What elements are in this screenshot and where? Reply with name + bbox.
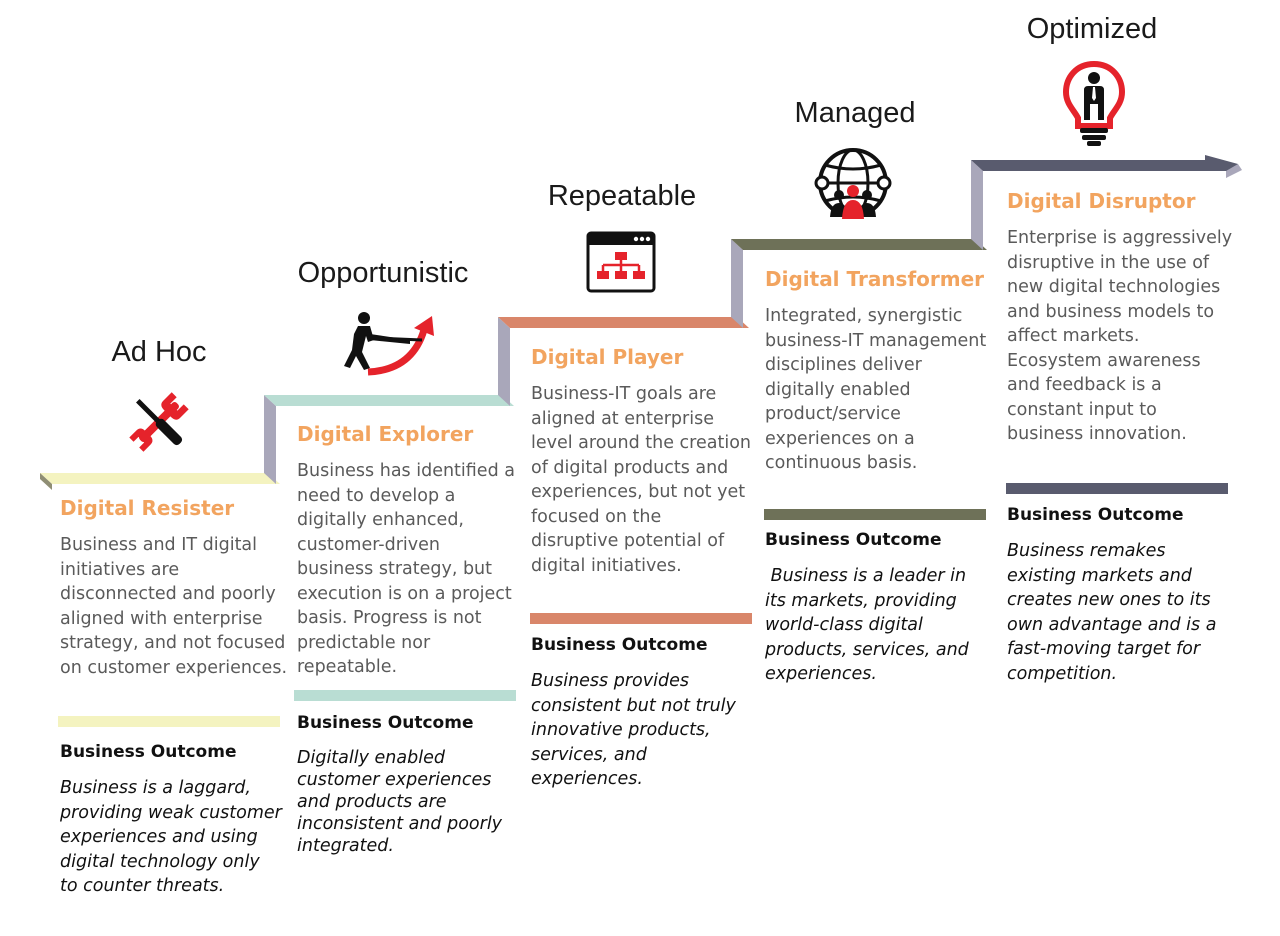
divider-transformer	[764, 509, 986, 520]
outcome-heading: Business Outcome	[60, 742, 237, 762]
step-disruptor-tread	[971, 155, 1238, 178]
stage-card-explorer	[297, 422, 519, 680]
outcome-player	[531, 635, 753, 792]
outcome-transformer	[765, 530, 987, 687]
outcome-heading: Business Outcome	[765, 530, 942, 550]
stage-description: Enterprise is aggressively disruptive in the use of new digital technologies and business models to affect markets. Ecosystem awareness and feedback is a constant input to business innovation.	[1007, 228, 1233, 444]
outcome-text: Business is a leader in its markets, providing world-class digital products, services, and experiences.	[765, 566, 975, 684]
stage-description: Integrated, synergistic business-IT management disciplines deliver digitally enabled product/service experiences on a continuous basis.	[765, 306, 987, 473]
stage-title: Digital Player	[531, 345, 684, 369]
divider-player	[530, 613, 752, 624]
level-name-managed: Managed	[794, 97, 916, 129]
step-transformer-tread	[731, 239, 987, 250]
level-name-adhoc: Ad Hoc	[111, 336, 207, 368]
lightbulb-person-icon	[1062, 60, 1126, 148]
level-name-opportunistic: Opportunistic	[297, 257, 469, 289]
stage-title: Digital Disruptor	[1007, 189, 1196, 213]
outcome-text: Business remakes existing markets and creates new ones to its own advantage and is a fast-moving target for competition.	[1007, 541, 1217, 684]
stage-card-disruptor	[1007, 189, 1233, 447]
riser-1	[264, 395, 276, 484]
outcome-heading: Business Outcome	[297, 713, 474, 733]
step-explorer-tread	[264, 395, 514, 406]
outcome-text: Business provides consistent but not truly innovative products, services, and experiences.	[531, 671, 736, 789]
stage-description: Business and IT digital initiatives are disconnected and poorly aligned with enterprise strategy, and not focused on customer experiences.	[60, 535, 288, 678]
outcome-heading: Business Outcome	[1007, 505, 1184, 525]
stage-description: Business has identified a need to develop a digitally enhanced, customer-driven business strategy, but execution is on a project basis. Progress is not predictable nor repeatable.	[297, 461, 515, 677]
outcome-disruptor	[1007, 505, 1233, 686]
divider-resister	[58, 716, 280, 727]
outcome-explorer	[297, 713, 519, 857]
tug-of-war-growth-icon	[340, 310, 436, 376]
stage-card-player	[531, 345, 753, 578]
step-player-tread	[498, 317, 749, 328]
divider-explorer	[294, 690, 516, 701]
outcome-text: Business is a laggard, providing weak customer experiences and using digital technology only to counter threats.	[60, 778, 282, 896]
global-network-icon	[813, 145, 893, 221]
stage-title: Digital Resister	[60, 496, 235, 520]
riser-4	[971, 160, 983, 250]
level-name-optimized: Optimized	[1026, 13, 1158, 45]
riser-2	[498, 317, 510, 406]
step-resister-tread	[40, 473, 280, 484]
level-name-repeatable: Repeatable	[547, 180, 697, 212]
stage-description: Business-IT goals are aligned at enterprise level around the creation of digital products and experiences, but not yet focused on the disruptive potential of digital initiatives.	[531, 384, 751, 576]
stage-card-resister	[60, 496, 290, 680]
stage-title: Digital Transformer	[765, 267, 985, 291]
stage-card-transformer	[765, 267, 989, 476]
stage-title: Digital Explorer	[297, 422, 474, 446]
outcome-heading: Business Outcome	[531, 635, 708, 655]
outcome-text: Digitally enabled customer experiences and products are inconsistent and poorly integrated.	[297, 748, 503, 856]
riser-3	[731, 239, 743, 328]
outcome-resister	[60, 742, 282, 899]
sitemap-window-icon	[586, 231, 656, 293]
divider-disruptor	[1006, 483, 1228, 494]
tools-icon	[126, 390, 192, 454]
